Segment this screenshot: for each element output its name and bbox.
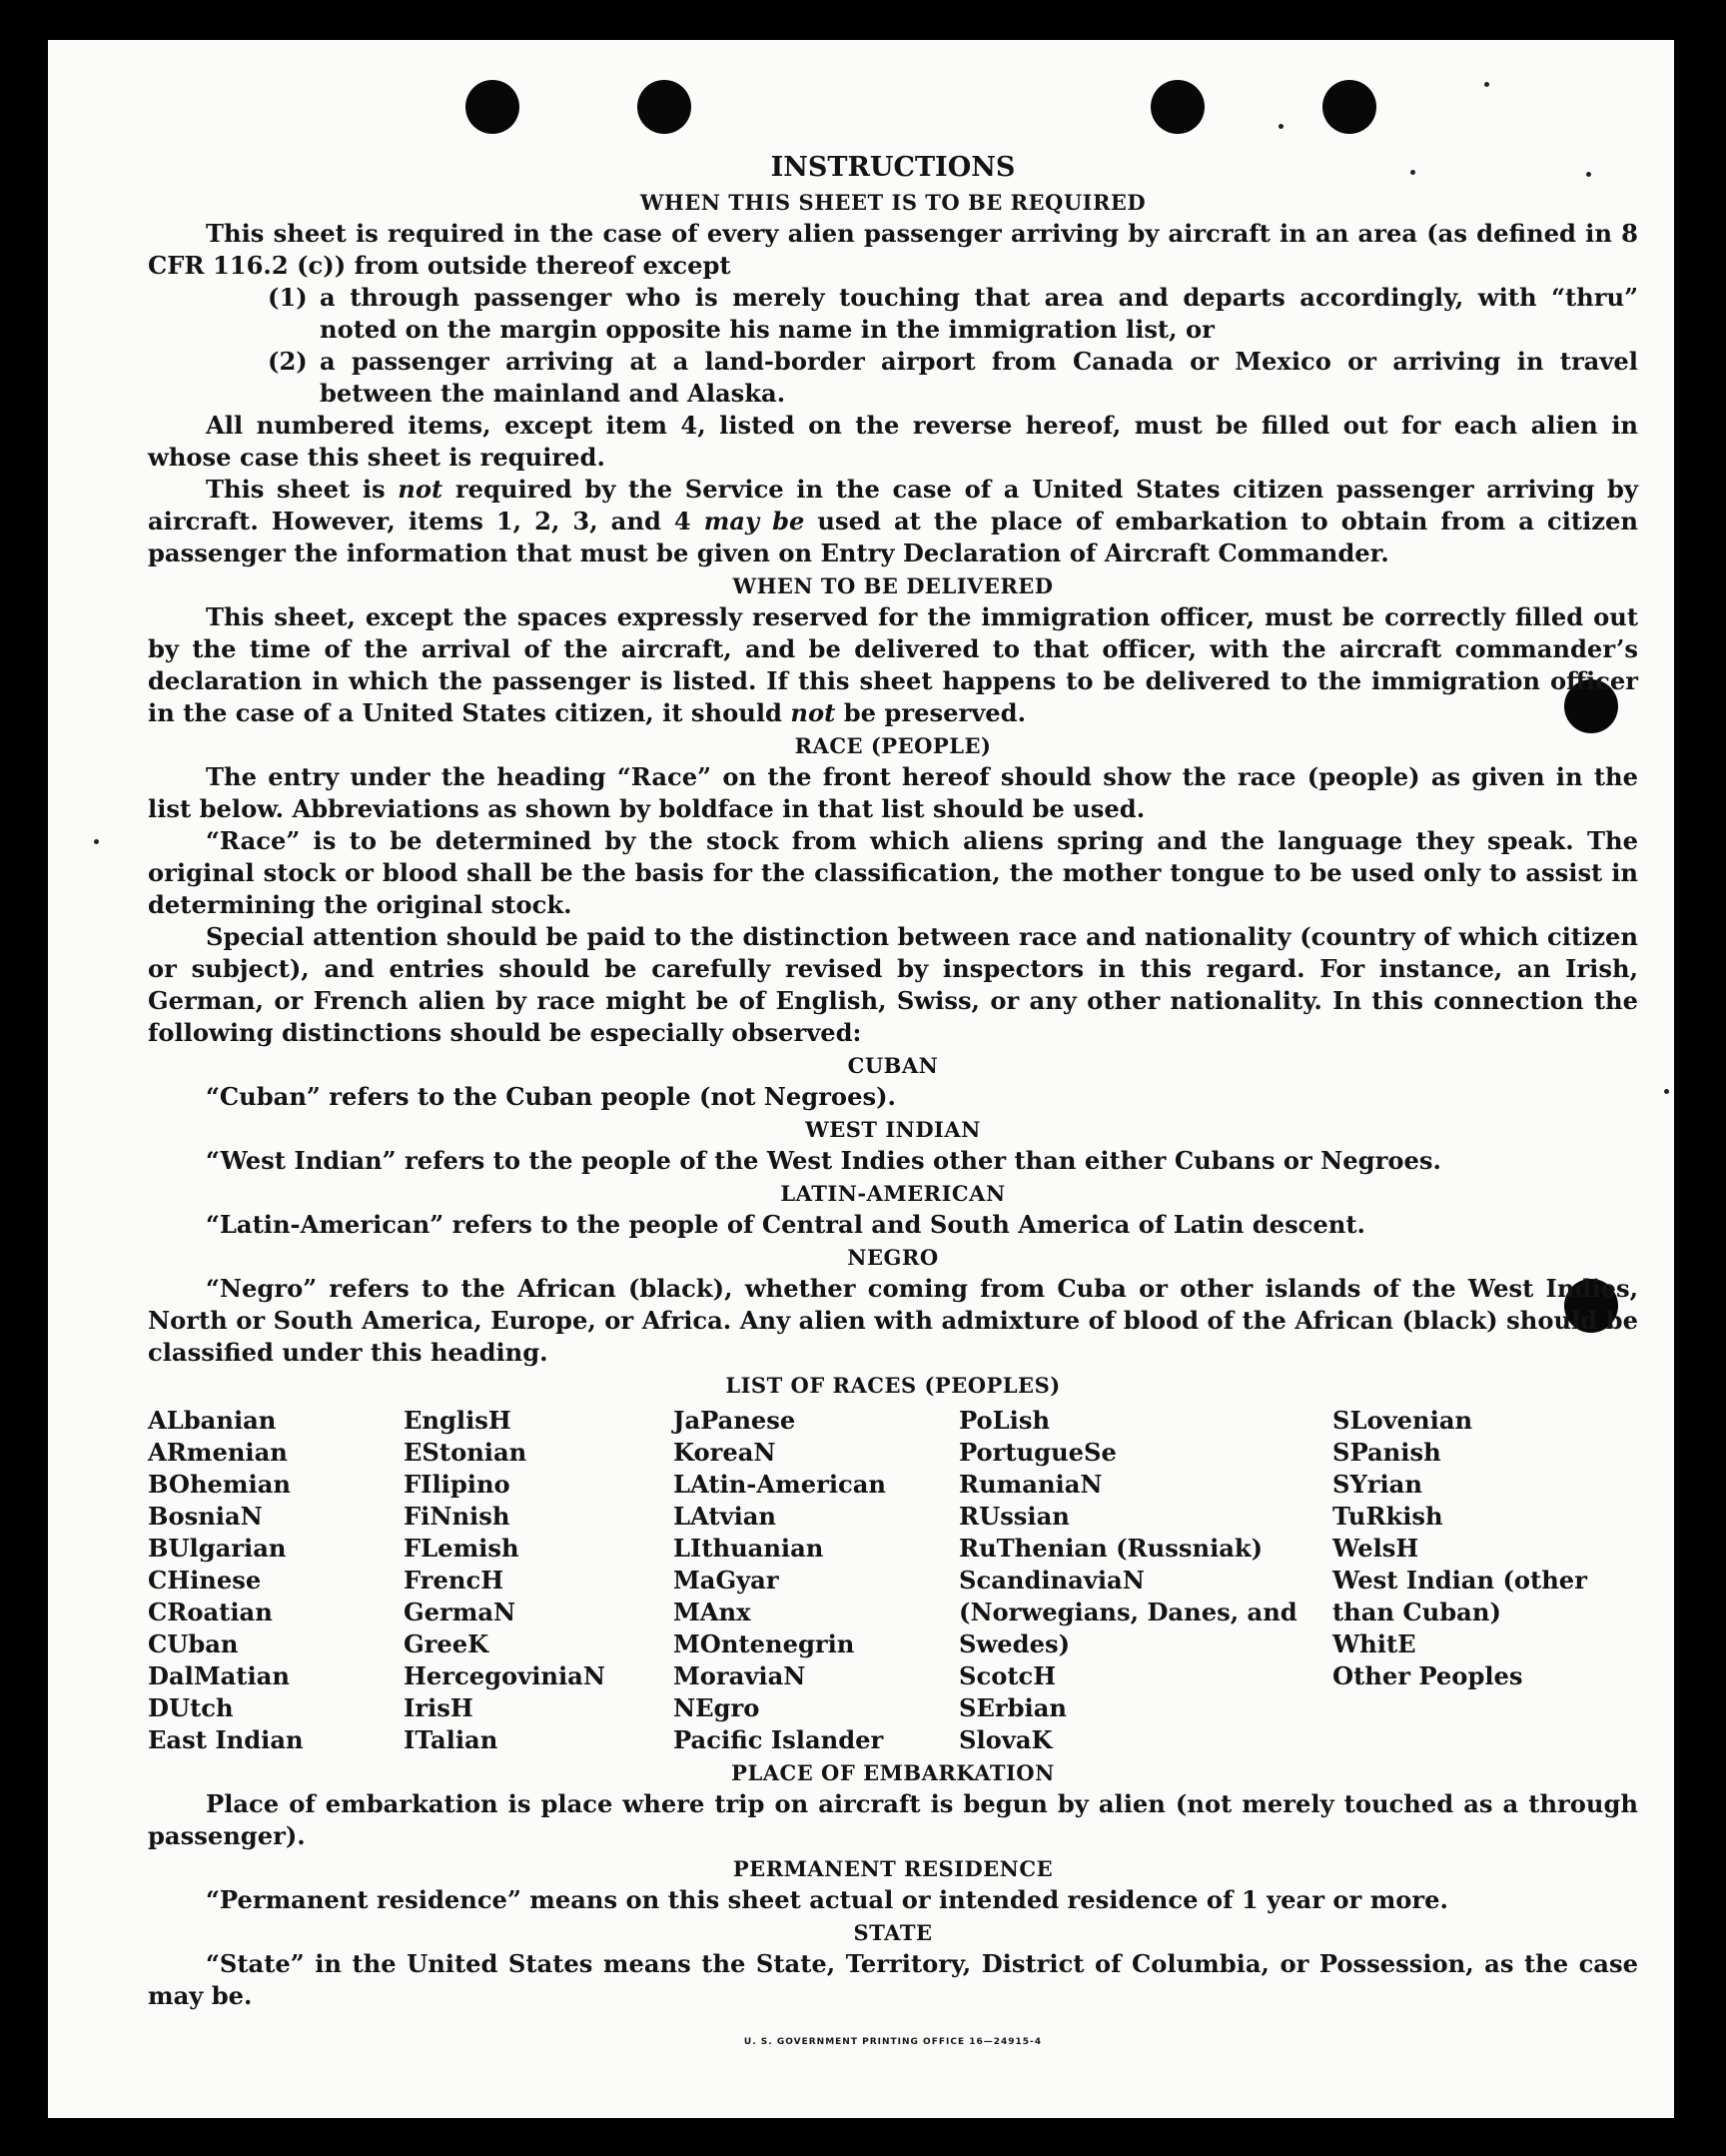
dust-speck <box>1279 124 1284 129</box>
text-run: required by the Service in the case of a United States citizen passenger arriving by aircraft. However, items 1, 2, 3, and 4 <box>148 475 1638 536</box>
paragraph <box>148 601 1638 729</box>
paragraph <box>148 474 1638 569</box>
race-entry: MaGyar <box>673 1566 779 1595</box>
section-heading: PERMANENT RESIDENCE <box>732 1856 1054 1881</box>
race-entry: RuThenian (Russniak) <box>959 1534 1264 1563</box>
race-entry: ScandinaviaN (Norwegians, Danes, and Swedes) <box>959 1566 1297 1658</box>
race-entry: BosniaN <box>148 1502 263 1531</box>
punch-hole <box>1322 80 1376 134</box>
document-page <box>48 40 1674 2118</box>
text-run: This sheet, except the spaces expressly reserved for the immigration officer, must be correctly filled out by the time of the arrival of the aircraft, and be delivered to that officer, with the aircraft commander’s declaration in which the passenger is listed. If this sheet happens to be delivered to the immigration officer in the case of a United States citizen, it should <box>148 602 1638 727</box>
race-entry: SLovenian <box>1332 1406 1473 1435</box>
race-entry: LAtin-American <box>673 1470 886 1499</box>
race-column <box>959 1405 1332 1756</box>
race-entry: GermaN <box>404 1598 516 1626</box>
text-run: This sheet is <box>206 475 399 504</box>
item-text: a through passenger who is merely touching that area and departs accordingly, with “thru” noted on the margin opposite his name in the immigration list, or <box>320 283 1638 344</box>
race-entry: East Indian <box>148 1725 304 1754</box>
race-entry: CHinese <box>148 1566 262 1595</box>
emphasis-text: not <box>790 698 836 727</box>
paragraph: “Latin-American” refers to the people of Central and South America of Latin descent. <box>206 1210 1365 1239</box>
section-heading: LATIN-AMERICAN <box>780 1181 1006 1206</box>
punch-hole <box>1151 80 1205 134</box>
race-entry: FrencH <box>404 1566 504 1595</box>
race-entry: DalMatian <box>148 1661 290 1690</box>
race-entry: PoLish <box>959 1406 1051 1435</box>
section-heading: CUBAN <box>847 1053 939 1078</box>
paragraph: All numbered items, except item 4, listed on the reverse hereof, must be filled out for each alien in whose case this sheet is required. <box>148 411 1638 472</box>
race-entry: West Indian (other than Cuban) <box>1332 1566 1587 1626</box>
exception-item <box>268 282 1638 346</box>
race-entry: NEgro <box>673 1693 760 1722</box>
punch-hole <box>465 80 519 134</box>
race-entry: LIthuanian <box>673 1534 824 1563</box>
punch-hole <box>637 80 691 134</box>
race-entry: FLemish <box>404 1534 519 1563</box>
section-heading: PLACE OF EMBARKATION <box>731 1760 1055 1785</box>
page-title: INSTRUCTIONS <box>770 152 1016 183</box>
dust-speck <box>1664 1089 1669 1094</box>
dust-speck <box>1484 82 1489 87</box>
instructions-content <box>148 150 1638 2058</box>
race-entry: SlovaK <box>959 1725 1053 1754</box>
race-entry: GreeK <box>404 1629 489 1658</box>
race-entry: HercegoviniaN <box>404 1661 605 1690</box>
race-entry: SYrian <box>1332 1470 1422 1499</box>
emphasis-text: not <box>398 475 443 504</box>
paragraph: “State” in the United States means the State, Territory, District of Columbia, or Possession, as the case may be. <box>148 1949 1638 2010</box>
paragraph: This sheet is required in the case of every alien passenger arriving by aircraft in an area (as defined in 8 CFR 116.2 (c)) from outside thereof except <box>148 219 1638 280</box>
paragraph: Special attention should be paid to the distinction between race and nationality (country of which citizen or subject), and entries should be carefully revised by inspectors in this regard. For instance, an Irish, German, or French alien by race might be of English, Swiss, or any other nationality. In this connection the following distinctions should be especially observed: <box>148 922 1638 1047</box>
race-entry: MoraviaN <box>673 1661 806 1690</box>
race-entry: EStonian <box>404 1438 527 1467</box>
race-entry: EnglisH <box>404 1406 511 1435</box>
race-entry: MOntenegrin <box>673 1629 855 1658</box>
race-entry: SPanish <box>1332 1438 1441 1467</box>
race-entry: FiNnish <box>404 1502 510 1531</box>
race-entry: Other Peoples <box>1332 1661 1523 1690</box>
race-entry: WhitE <box>1332 1629 1416 1658</box>
race-entry: ARmenian <box>148 1438 288 1467</box>
race-entry: CUban <box>148 1629 239 1658</box>
section-heading: NEGRO <box>847 1245 939 1270</box>
paragraph: “Race” is to be determined by the stock from which aliens spring and the language they speak. The original stock or blood shall be the basis for the classification, the mother tongue to be used only to assist in determining the original stock. <box>148 826 1638 919</box>
race-entry: IrisH <box>404 1693 473 1722</box>
race-entry: RUssian <box>959 1502 1070 1531</box>
race-entry: LAtvian <box>673 1502 777 1531</box>
race-column <box>148 1405 404 1756</box>
dust-speck <box>94 839 99 844</box>
paragraph: “Cuban” refers to the Cuban people (not Negroes). <box>206 1082 896 1111</box>
item-number: (1) <box>268 283 308 312</box>
race-entry: JaPanese <box>673 1406 796 1435</box>
race-entry: TuRkish <box>1332 1502 1443 1531</box>
paragraph: “Negro” refers to the African (black), whether coming from Cuba or other islands of the West Indies, North or South America, Europe, or Africa. Any alien with admixture of blood of the African (black) should be classified under this heading. <box>148 1274 1638 1367</box>
race-column <box>404 1405 673 1756</box>
section-heading: WHEN TO BE DELIVERED <box>732 573 1054 598</box>
text-run: used at the place of embarkation to obtain from a citizen passenger the information that must be given on Entry Declaration of Aircraft Commander. <box>148 507 1638 567</box>
emphasis-text: may be <box>703 507 805 536</box>
race-entry: SErbian <box>959 1693 1068 1722</box>
section-heading: RACE (PEOPLE) <box>794 733 992 758</box>
section-heading: STATE <box>853 1920 933 1945</box>
paragraph: The entry under the heading “Race” on the front hereof should show the race (people) as given in the list below. Abbreviations as shown by boldface in that list should be used. <box>148 762 1638 823</box>
item-text: a passenger arriving at a land-border airport from Canada or Mexico or arriving in travel between the mainland and Alaska. <box>320 347 1638 408</box>
paragraph: “Permanent residence” means on this sheet actual or intended residence of 1 year or more. <box>206 1885 1448 1914</box>
exception-item <box>268 346 1638 410</box>
race-entry: WelsH <box>1332 1534 1419 1563</box>
race-entry: ITalian <box>404 1725 498 1754</box>
race-entry: BUlgarian <box>148 1534 287 1563</box>
item-number: (2) <box>268 347 308 376</box>
printing-office-footer: U. S. GOVERNMENT PRINTING OFFICE 16—24915-4 <box>743 2037 1043 2047</box>
race-entry: FIlipino <box>404 1470 510 1499</box>
race-entry: CRoatian <box>148 1598 273 1626</box>
race-entry: Pacific Islander <box>673 1725 884 1754</box>
race-entry: BOhemian <box>148 1470 291 1499</box>
race-entry: MAnx <box>673 1598 751 1626</box>
section-heading: LIST OF RACES (PEOPLES) <box>725 1373 1061 1398</box>
race-entry: KoreaN <box>673 1438 776 1467</box>
section-heading: WHEN THIS SHEET IS TO BE REQUIRED <box>639 190 1147 215</box>
race-column <box>673 1405 959 1756</box>
paragraph: “West Indian” refers to the people of the West Indies other than either Cubans or Negroes. <box>206 1146 1441 1175</box>
paragraph: Place of embarkation is place where trip on aircraft is begun by alien (not merely touched as a through passenger). <box>148 1789 1638 1850</box>
text-run: be preserved. <box>835 698 1026 727</box>
race-entry: ALbanian <box>148 1406 277 1435</box>
race-column <box>1332 1405 1632 1756</box>
race-entry: RumaniaN <box>959 1470 1103 1499</box>
section-heading: WEST INDIAN <box>805 1117 981 1142</box>
race-list <box>148 1405 1638 1756</box>
race-entry: DUtch <box>148 1693 234 1722</box>
race-entry: ScotcH <box>959 1661 1057 1690</box>
race-entry: PortugueSe <box>959 1438 1117 1467</box>
